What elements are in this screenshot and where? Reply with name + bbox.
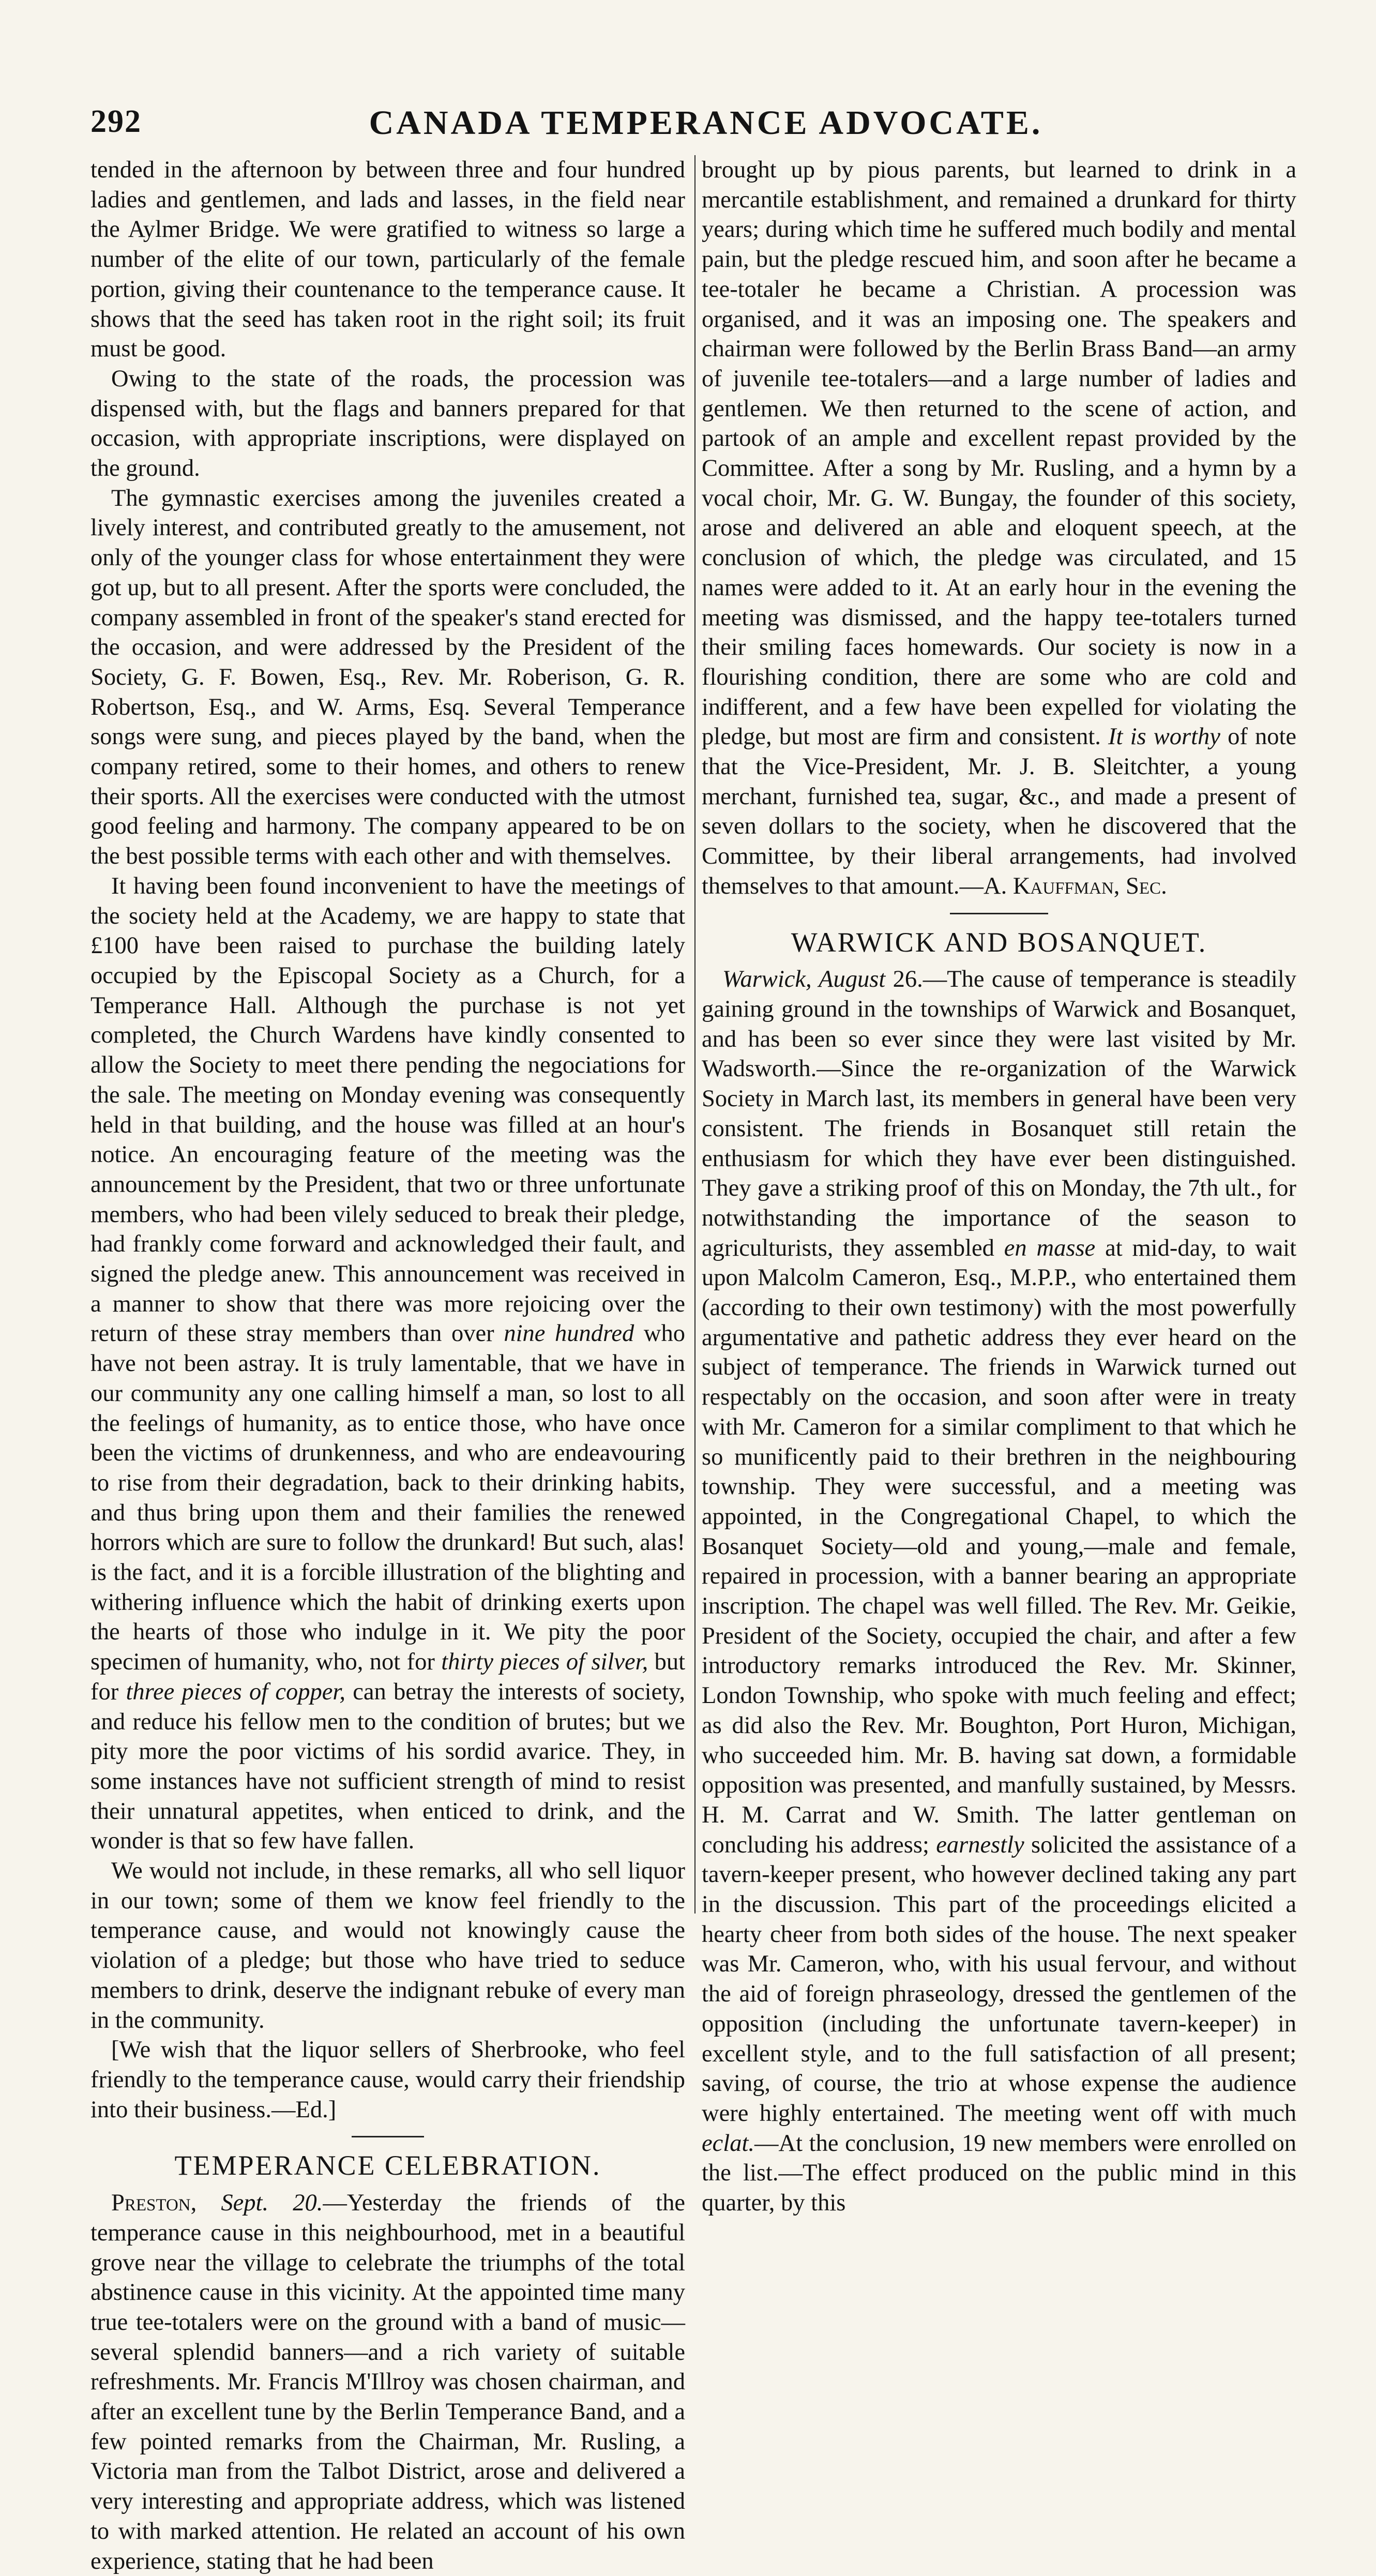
emphasis: nine hundred <box>504 1320 634 1347</box>
emphasis: three pieces of copper, <box>126 1678 345 1705</box>
running-title: CANADA TEMPERANCE ADVOCATE. <box>369 104 1043 142</box>
paragraph: Owing to the state of the roads, the procession was dispensed with, but the flags and banners prepared for that occasion, with appropriate inscriptions, were displayed on the ground. <box>90 365 685 482</box>
text-run: of note that the Vice-President, Mr. J. B. Sleitchter, a young merchant, furnished tea, sugar, &c., and made a present of seven dollars to the society, when he discovered that the Committee, by their liberal arrangements, had involved themselves to that amount.—A. <box>702 724 1297 899</box>
emphasis: thirty pieces of silver, <box>441 1649 648 1676</box>
emphasis: earnestly <box>936 1831 1024 1858</box>
paragraph <box>90 2188 685 2576</box>
text-run: at mid-day, to wait upon Malcolm Cameron, Esq., M.P.P., who entertained them (according to their own testimony) with the most powerfully argumentative and pathetic address they ever heard on the subject of temperance. The friends in Warwick turned out respectably on the occasion, and soon after were in treaty with Mr. Cameron for a similar compliment to that which he so munificently paid to their brethren in the neighbouring township. They were successful, and a meeting was appointed, in the Congregational Chapel, to which the Bosanquet Society—old and young,—male and female, repaired in procession, with a banner bearing an appropriate inscription. The chapel was well filled. The Rev. Mr. Geikie, President of the Society, occupied the chair, and after a few introductory remarks introduced the Rev. Mr. Skinner, London Township, who spoke with much feeling and effect; as did also the Rev. Mr. Boughton, Port Huron, Michigan, who succeeded him. Mr. B. having sat down, a formidable opposition was presented, and manfully sustained, by Messrs. H. M. Carrat and W. Smith. The latter gentleman on concluding his address; <box>702 1234 1297 1858</box>
text-run: brought up by pious parents, but learned to drink in a mercantile establishment, and remained a drunkard for thirty years; during which time he suffered much bodily and mental pain, but the pledge rescued him, and soon after he became a tee-totaler he became a Christian. A procession was organised, and it was an imposing one. The speakers and chairman were followed by the Berlin Brass Band—an army of juvenile tee-totalers—and a large number of ladies and gentlemen. We then returned to the scene of action, and partook of an ample and excellent repast provided by the Committee. After a song by Mr. Rusling, and a hymn by a vocal choir, Mr. G. W. Bungay, the founder of this society, arose and delivered an able and eloquent speech, at the conclusion of which, the pledge was circulated, and 15 names were added to it. At an early hour in the evening the meeting was dismissed, and the happy tee-totalers turned their smiling faces homewards. Our society is now in a flourishing condition, there are some who are cold and indifferent, and a few have been expelled for violating the pledge, but most are firm and consistent. <box>702 157 1296 750</box>
editor-note: [We wish that the liquor sellers of Sherbrooke, who feel friendly to the temperance cause, would carry their friendship into their business.—Ed.] <box>90 2037 685 2123</box>
section-title: WARWICK AND BOSANQUET. <box>791 926 1207 958</box>
column-rule <box>694 155 695 1914</box>
paragraph: The gymnastic exercises among the juveniles created a lively interest, and contributed greatly to the amusement, not only of the younger class for whose entertainment they were got up, but to all present. After the sports were concluded, the company assembled in front of the speaker's stand erected for the occasion, and were addressed by the President of the Society, G. F. Bowen, Esq., Rev. Mr. Roberison, G. R. Robertson, Esq., and W. Arms, Esq. Several Temperance songs were sung, and pieces played by the band, when the company retired, some to their homes, and others to renew their sports. All the exercises were conducted with the utmost good feeling and harmony. The company appeared to be on the best possible terms with each other and with themselves. <box>90 485 685 870</box>
emphasis: en masse <box>1004 1234 1096 1261</box>
right-column <box>702 155 1297 2217</box>
text-run: but for <box>90 1649 686 1705</box>
paragraph <box>702 965 1296 2218</box>
section-divider <box>352 2136 424 2137</box>
text-run: —Yesterday the friends of the temperance cause in this neighbourhood, met in a beautiful grove near the village to celebrate the triumphs of the total abstinence cause in this vicinity. At the appointed time many true tee-totalers were on the ground with a band of music—several splendid banners—and a rich variety of suitable refreshments. Mr. Francis M'Illroy was chosen chairman, and after an excellent tune by the Berlin Temperance Band, and a few pointed remarks from the Chairman, Mr. Rusling, a Victoria man from the Talbot District, arose and delivered a very interesting and appropriate address, which was listened to with marked attention. He related an account of his own experience, stating that he had been <box>90 2190 685 2574</box>
section-divider <box>950 913 1048 914</box>
page-header <box>90 103 1321 145</box>
paragraph: We would not include, in these remarks, all who sell liquor in our town; some of them we know feel friendly to the temperance cause, and would not knowingly cause the violation of a pledge; but those who have tried to seduce members to drink, deserve the indignant rebuke of every man in the community. <box>90 1858 685 2033</box>
text-run: It having been found inconvenient to have the meetings of the society held at the Academy, we are happy to state that £100 have been raised to purchase the building lately occupied by the Episcopal Society as a Church, for a Temperance Hall. Although the purchase is not yet completed, the Church Wardens have kindly consented to allow the Society to meet there pending the negociations for the sale. The meeting on Monday evening was consequently held in that building, and the house was filled at an hour's notice. An encouraging feature of the meeting was the announcement by the President, that two or three unfortunate members, who had been vilely seduced to break their pledge, had frankly come forward and acknowledged their fault, and signed the pledge anew. This announcement was received in a manner to show that there was more rejoicing over the return of these stray members than over <box>90 872 685 1347</box>
text-run: can betray the interests of society, and reduce his fellow men to the condition of brutes; but we pity more the poor victims of his sordid avarice. They, in some instances have not sufficient strength of mind to resist their unnatural appetites, when enticed to drink, and the wonder is that so few have fallen. <box>90 1678 685 1855</box>
dateline-date: 26. <box>893 966 923 993</box>
paragraph <box>702 155 1296 901</box>
page-number: 292 <box>90 104 142 139</box>
signature: Kauffman, Sec. <box>1012 872 1167 899</box>
dateline-place: Warwick, August <box>722 966 886 993</box>
emphasis: eclat. <box>702 2130 754 2157</box>
dateline-date: Sept. 20. <box>221 2190 323 2217</box>
text-run: —At the conclusion, 19 new members were enrolled on the list.—The effect produced on the public mind in this quarter, by this <box>702 2130 1296 2217</box>
left-column <box>90 155 686 2574</box>
dateline-place: Preston, <box>111 2190 197 2217</box>
text-run: solicited the assistance of a tavern-keeper present, who however declined taking any part in the discussion. This part of the proceedings elicited a hearty cheer from both sides of the house. The next speaker was Mr. Cameron, who, with his usual fervour, and without the aid of foreign phraseology, dressed the gentlemen of the opposition (including the unfortunate tavern-keeper) in excellent style, and to the full satisfaction of all present; saving, of course, the trio at whose expense the audience were highly entertained. The meeting went off with much <box>702 1831 1297 2127</box>
text-run: —The cause of temperance is steadily gaining ground in the townships of Warwick and Bosanquet, and has been so ever since they were last visited by Mr. Wadsworth.—Since the re-organization of the Warwick Society in March last, its members in general have been very consistent. The friends in Bosanquet still retain the enthusiasm for which they have ever been distinguished. They gave a striking proof of this on Monday, the 7th ult., for notwithstanding the importance of the season to agriculturists, they assembled <box>702 966 1296 1261</box>
text-run: who have not been astray. It is truly lamentable, that we have in our community any one calling himself a man, so lost to all the feelings of humanity, as to entice those, who have once been the victims of drunkenness, and who are endeavouring to rise from their degradation, back to their drinking habits, and thus bring upon them and their families the renewed horrors which are sure to follow the drunkard! But such, alas! is the fact, and it is a forcible illustration of the blighting and withering influence which the habit of drinking exerts upon the hearts of those who indulge in it. We pity the poor specimen of humanity, who, not for <box>90 1320 686 1676</box>
section-title: TEMPERANCE CELEBRATION. <box>174 2150 601 2181</box>
paragraph: tended in the afternoon by between three and four hundred ladies and gentlemen, and lads and lasses, in the field near the Aylmer Bridge. We were gratified to witness so large a number of the elite of our town, particularly of the female portion, giving their countenance to the temperance cause. It shows that the seed has taken root in the right soil; its fruit must be good. <box>90 157 685 363</box>
paragraph <box>90 871 685 1856</box>
emphasis: It is worthy <box>1108 724 1220 750</box>
